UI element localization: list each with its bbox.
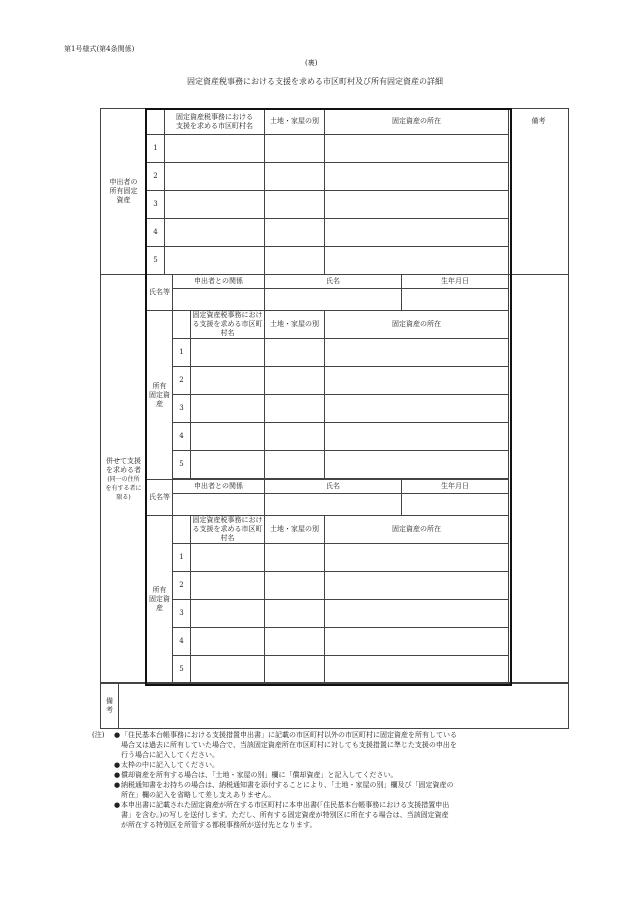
row-number: 5	[173, 656, 191, 684]
land-building-cell[interactable]	[265, 628, 325, 656]
row-number: 2	[173, 367, 191, 395]
col-location-header: 固定資産の所在	[325, 109, 509, 135]
location-cell[interactable]	[325, 219, 509, 247]
municipality-cell[interactable]	[165, 247, 265, 275]
row-number: 2	[173, 572, 191, 600]
municipality-cell[interactable]	[191, 395, 265, 423]
row-number: 3	[147, 191, 165, 219]
row-number: 3	[173, 600, 191, 628]
header-spacer	[173, 516, 191, 544]
municipality-cell[interactable]	[191, 656, 265, 684]
municipality-cell[interactable]	[191, 339, 265, 367]
col-municipality-header: 固定資産税事務における 支援を求める市区町村名	[165, 109, 265, 135]
location-cell[interactable]	[325, 656, 509, 684]
municipality-cell[interactable]	[165, 219, 265, 247]
land-building-cell[interactable]	[265, 247, 325, 275]
name-cell[interactable]	[265, 494, 402, 516]
owned-assets-label: 所有 固定資産	[147, 311, 173, 480]
page-side-label: (裏)	[305, 59, 318, 67]
municipality-cell[interactable]	[191, 600, 265, 628]
land-building-cell[interactable]	[265, 395, 325, 423]
row-number: 5	[147, 247, 165, 275]
dob-header: 生年月日	[402, 275, 509, 289]
col-municipality-header: 固定資産税事務におけ る支援を求める市区町 村名	[192, 311, 263, 337]
land-building-cell[interactable]	[265, 656, 325, 684]
page-title: 固定資産税事務における支援を求める市区町村及び所有固定資産の詳細	[187, 77, 443, 86]
col-location-header: 固定資産の所在	[325, 311, 509, 339]
location-cell[interactable]	[325, 367, 509, 395]
form-reference: 第1号様式(第4条関係)	[64, 45, 135, 53]
note-item: ●納税通知書をお持ちの場合は、納税通知書を添付することにより、「土地・家屋の別」欄及び「固定資産の 所在」欄の記入を省略して差し支えありません。	[114, 781, 454, 799]
row-number: 5	[173, 451, 191, 479]
municipality-cell[interactable]	[191, 628, 265, 656]
dob-header: 生年月日	[402, 480, 509, 494]
land-building-cell[interactable]	[265, 451, 325, 479]
location-cell[interactable]	[325, 572, 509, 600]
co-applicants-label: 併せて支援 を求める者 (同一の住所 を有する者に 限る)	[101, 275, 147, 684]
owned-assets-label: 所有 固定資産	[147, 516, 173, 684]
name-info-label: 氏名等	[147, 275, 173, 311]
location-cell[interactable]	[325, 395, 509, 423]
co-applicants-table	[100, 274, 569, 684]
municipality-cell[interactable]	[165, 135, 265, 163]
land-building-cell[interactable]	[265, 135, 325, 163]
location-cell[interactable]	[325, 191, 509, 219]
name-header: 氏名	[265, 275, 402, 289]
location-cell[interactable]	[325, 451, 509, 479]
notes-section	[92, 730, 532, 830]
land-building-cell[interactable]	[265, 163, 325, 191]
note-item: ●太枠の中に記入してください。	[114, 761, 219, 769]
col-municipality-header: 固定資産税事務におけ る支援を求める市区町 村名	[192, 516, 263, 542]
land-building-cell[interactable]	[265, 191, 325, 219]
land-building-cell[interactable]	[265, 219, 325, 247]
note-item: ●「住民基本台帳事務における支援措置申出書」に記載の市区町村以外の市区町村に固定資産を所有している 場合又は過去に所有していた場合で、当該固定資産所在市区町村に対しても支援措置に準じた支援の申出を 行う場合に記入してください。	[114, 731, 457, 759]
land-building-cell[interactable]	[265, 367, 325, 395]
applicant-assets-label: 申出者の 所有固定 資産	[101, 109, 147, 275]
name-info-label: 氏名等	[147, 480, 173, 516]
location-cell[interactable]	[325, 247, 509, 275]
municipality-cell[interactable]	[191, 451, 265, 479]
dob-cell[interactable]	[402, 494, 509, 516]
relationship-header: 申出者との関係	[173, 275, 265, 289]
col-land-building-header: 土地・家屋の別	[265, 516, 325, 544]
municipality-cell[interactable]	[191, 572, 265, 600]
land-building-cell[interactable]	[265, 572, 325, 600]
relationship-cell[interactable]	[173, 494, 265, 516]
row-number: 1	[173, 544, 191, 572]
location-cell[interactable]	[325, 135, 509, 163]
row-number: 1	[173, 339, 191, 367]
row-number: 3	[173, 395, 191, 423]
land-building-cell[interactable]	[265, 544, 325, 572]
remarks-label: 備 考	[101, 683, 119, 729]
col-location-header: 固定資産の所在	[325, 516, 509, 544]
municipality-cell[interactable]	[165, 163, 265, 191]
relationship-header: 申出者との関係	[173, 480, 265, 494]
notes-prefix: (注)	[92, 731, 105, 739]
row-number: 4	[173, 628, 191, 656]
name-header: 氏名	[265, 480, 402, 494]
row-number: 4	[173, 423, 191, 451]
remarks-column	[509, 275, 569, 684]
land-building-cell[interactable]	[265, 339, 325, 367]
row-number: 4	[147, 219, 165, 247]
relationship-cell[interactable]	[173, 289, 265, 311]
remarks-table	[100, 682, 569, 729]
municipality-cell[interactable]	[165, 191, 265, 219]
remarks-column: 備考	[509, 109, 569, 275]
location-cell[interactable]	[325, 628, 509, 656]
remarks-input[interactable]	[119, 683, 569, 729]
note-item: ●償却資産を所有する場合は、「土地・家屋の別」欄に「償却資産」と記入してください。	[114, 771, 398, 779]
location-cell[interactable]	[325, 544, 509, 572]
note-item: ●本申出書に記載された固定資産が所在する市区町村に本申出書(「住民基本台帳事務における支援措置申出 書」を含む。)の写しを送付します。ただし、所有する固定資産が特別区に所在する場合は、当該固定資産 が所在する特別区を所管する都税事務所が送付先となります。	[114, 801, 450, 829]
location-cell[interactable]	[325, 423, 509, 451]
col-land-building-header: 土地・家屋の別	[265, 311, 325, 339]
location-cell[interactable]	[325, 600, 509, 628]
location-cell[interactable]	[325, 339, 509, 367]
header-spacer	[147, 109, 165, 135]
header-spacer	[173, 311, 191, 339]
row-number: 1	[147, 135, 165, 163]
municipality-cell[interactable]	[191, 423, 265, 451]
name-cell[interactable]	[265, 289, 402, 311]
applicant-assets-table	[100, 108, 569, 275]
row-number: 2	[147, 163, 165, 191]
location-cell[interactable]	[325, 163, 509, 191]
land-building-cell[interactable]	[265, 600, 325, 628]
land-building-cell[interactable]	[265, 423, 325, 451]
dob-cell[interactable]	[402, 289, 509, 311]
municipality-cell[interactable]	[191, 367, 265, 395]
municipality-cell[interactable]	[191, 544, 265, 572]
col-land-building-header: 土地・家屋の別	[265, 109, 325, 135]
